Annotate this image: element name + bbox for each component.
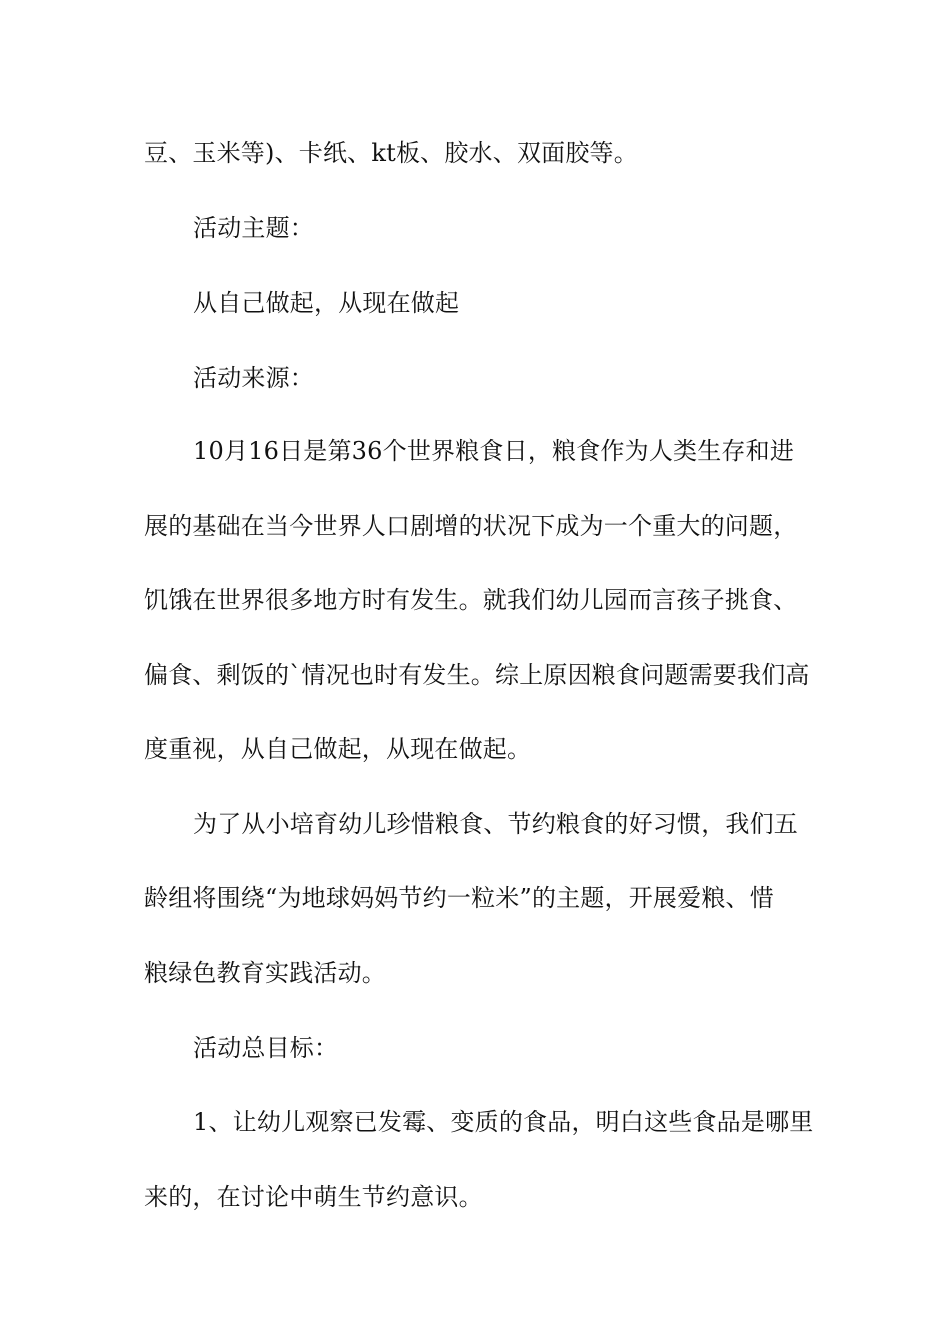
text-source-line-3: 饥饿在世界很多地方时有发生。就我们幼儿园而言孩子挑食、	[144, 586, 798, 614]
text-goal-1-line-1: 1、让幼儿观察已发霉、变质的食品，明白这些食品是哪里	[193, 1108, 814, 1136]
text-purpose-line-1: 为了从小培育幼儿珍惜粮食、节约粮食的好习惯，我们五	[193, 810, 798, 838]
text-purpose-line-2: 龄组将围绕“为地球妈妈节约一粒米”的主题，开展爱粮、惜	[144, 884, 774, 912]
text-source-line-2: 展的基础在当今世界人口剧增的状况下成为一个重大的问题，	[144, 512, 798, 540]
text-line-materials-end: 豆、玉米等)、卡纸、kt板、胶水、双面胶等。	[144, 139, 638, 167]
text-goal-1-line-2: 来的，在讨论中萌生节约意识。	[144, 1183, 483, 1211]
text-source-line-5: 度重视，从自己做起，从现在做起。	[144, 735, 532, 763]
text-activity-theme: 从自己做起，从现在做起	[193, 289, 460, 317]
text-purpose-line-3: 粮绿色教育实践活动。	[144, 959, 386, 987]
heading-activity-theme: 活动主题：	[193, 214, 314, 242]
text-source-line-1: 10月16日是第36个世界粮食日，粮食作为人类生存和进	[193, 437, 795, 465]
text-source-line-4: 偏食、剩饭的`情况也时有发生。综上原因粮食问题需要我们高	[144, 661, 810, 689]
heading-activity-source: 活动来源：	[193, 364, 314, 392]
heading-overall-goals: 活动总目标：	[193, 1034, 339, 1062]
